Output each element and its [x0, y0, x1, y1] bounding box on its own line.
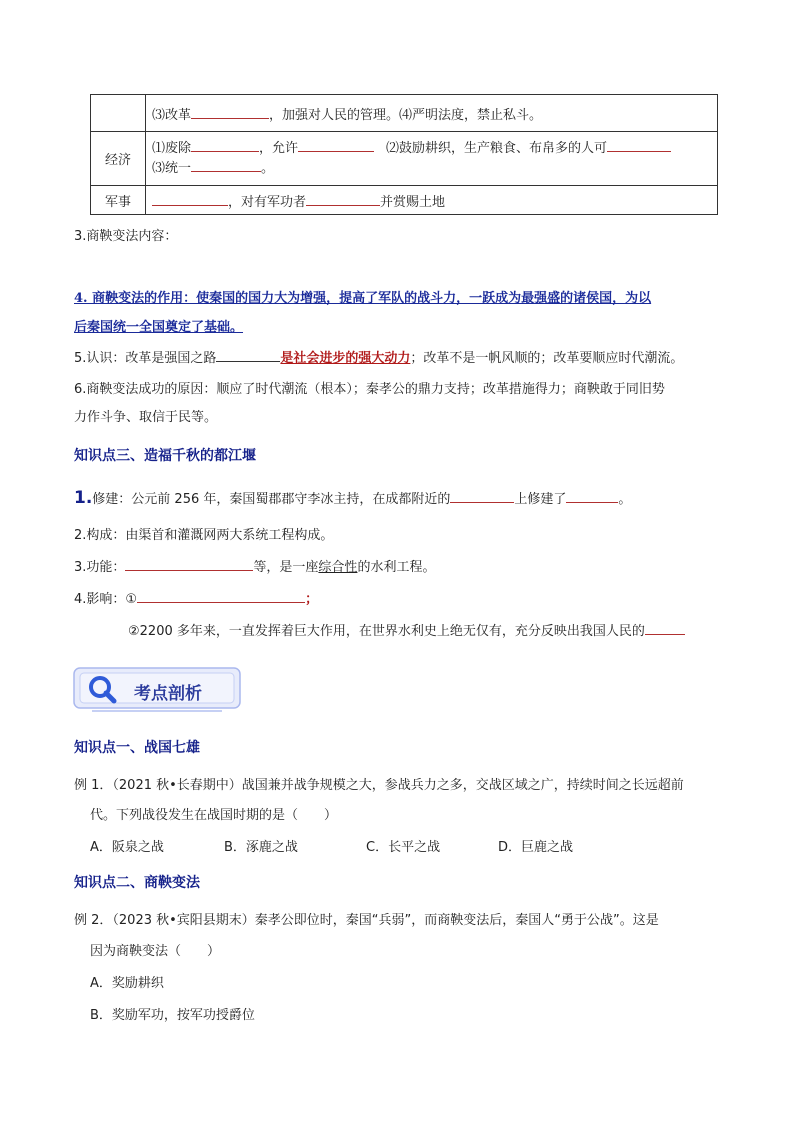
answer-blank[interactable]: [607, 139, 671, 152]
cell-text: ，加强对人民的管理。⑷严明法度，禁止私斗。: [269, 107, 543, 123]
example-1-line1: 例 1．（2021 秋•长春期中）战国兼并战争规模之大，参战兵力之多，交战区域之广，持续时间之长远超前: [74, 778, 684, 793]
answer-blank[interactable]: [645, 622, 685, 635]
dj-item-3-text: 3.功能：: [74, 560, 126, 575]
dj-item-1: [74, 488, 631, 508]
answer-blank[interactable]: [306, 193, 380, 206]
answer-blank[interactable]: [450, 490, 514, 503]
example-2-line1: 例 2．（2023 秋•宾阳县期末）秦孝公即位时，秦国“兵弱”，而商鞅变法后，秦国人“勇于公战”。这是: [74, 913, 659, 928]
example-1-option-a[interactable]: A．阪泉之战: [90, 840, 164, 855]
dj-item-1-text: 上修建了: [514, 492, 567, 507]
item-4-line1: 4. 商鞅变法的作用：使秦国的国力大为增强，提高了军队的战斗力，一跃成为最强盛的诸侯国，为以: [74, 291, 652, 306]
example-1-line2: 代。下列战役发生在战国时期的是（ ）: [90, 808, 338, 823]
kp3-title: 知识点三、造福千秋的都江堰: [74, 448, 256, 464]
item-5-answer: 是社会进步的强大动力: [280, 351, 411, 366]
cell-text: ⑵鼓励耕织，生产粮食、布帛多的人可: [386, 140, 608, 156]
row-label: 经济: [91, 132, 146, 186]
answer-blank[interactable]: [216, 349, 280, 362]
dj-item-4-text: 4.影响：①: [74, 592, 138, 607]
kp2-title: 知识点二、商鞅变法: [74, 875, 200, 891]
kp1-title: 知识点一、战国七雄: [74, 740, 200, 756]
dj-item-1-num: 1.: [74, 488, 93, 508]
answer-blank[interactable]: [137, 590, 305, 603]
item-5: [74, 347, 683, 366]
cell-text: 。: [261, 160, 275, 176]
dj-item-3: [74, 556, 435, 575]
dj-item-4b: [128, 620, 685, 639]
cell-text: ，对有军功者: [228, 194, 307, 210]
answer-blank[interactable]: [152, 193, 228, 206]
section-banner: [72, 664, 242, 714]
example-1-option-c[interactable]: C．长平之战: [366, 840, 441, 855]
example-1-option-b[interactable]: B．涿鹿之战: [224, 840, 298, 855]
dj-item-4: [74, 588, 318, 607]
item-5-text: ；改革不是一帆风顺的；改革要顺应时代潮流。: [410, 351, 684, 366]
cell-text: ⑶统一: [152, 160, 192, 176]
cell-text: 并赏赐土地: [380, 194, 446, 210]
dj-item-3-text: 等，是一座: [253, 560, 319, 575]
row-label: [91, 95, 146, 132]
dj-item-4-semicolon: ；: [305, 592, 319, 607]
dj-item-3-underlined: 综合性: [318, 560, 358, 575]
dj-item-3-text: 的水利工程。: [357, 560, 436, 575]
example-2-option-b[interactable]: B．奖励军功，按军功授爵位: [90, 1008, 255, 1023]
item-3: 3.商鞅变法内容：: [74, 229, 178, 244]
item-5-text: 5.认识：改革是强国之路: [74, 351, 217, 366]
dj-item-2: 2.构成：由渠首和灌溉网两大系统工程构成。: [74, 528, 334, 543]
magnifier-icon: [86, 673, 118, 709]
example-2-line2: 因为商鞅变法（ ）: [90, 944, 221, 959]
answer-blank[interactable]: [298, 139, 374, 152]
reform-table: [90, 94, 718, 215]
row-label: 军事: [91, 186, 146, 215]
answer-blank[interactable]: [191, 106, 269, 119]
answer-blank[interactable]: [566, 490, 618, 503]
table-row: [91, 95, 718, 132]
answer-blank[interactable]: [125, 558, 253, 571]
cell-text: ⑴废除: [152, 140, 192, 156]
table-row: [91, 132, 718, 186]
cell-text: ，允许: [259, 140, 299, 156]
dj-item-4b-text: ②2200 多年来，一直发挥着巨大作用，在世界水利史上绝无仅有，充分反映出我国人民的: [128, 624, 645, 639]
table-cell: [146, 186, 718, 215]
dj-item-1-text: 修建：公元前 256 年，秦国蜀郡郡守李冰主持，在成都附近的: [92, 492, 451, 507]
table-cell: [146, 95, 718, 132]
example-1-option-d[interactable]: D．巨鹿之战: [498, 840, 574, 855]
example-2-option-a[interactable]: A．奖励耕织: [90, 976, 164, 991]
banner-title: 考点剖析: [134, 684, 202, 704]
table-cell: [146, 132, 718, 186]
table-row: [91, 186, 718, 215]
answer-blank[interactable]: [191, 139, 259, 152]
cell-text: ⑶改革: [152, 107, 192, 123]
answer-blank[interactable]: [191, 159, 261, 172]
item-4-line2: 后秦国统一全国奠定了基础。: [74, 320, 244, 335]
item-6-line2: 力作斗争、取信于民等。: [74, 410, 218, 425]
dj-item-1-text: 。: [618, 492, 632, 507]
item-6-line1: 6.商鞅变法成功的原因：顺应了时代潮流（根本）；秦孝公的鼎力支持；改革措施得力；商鞅敢于同旧势: [74, 382, 665, 397]
